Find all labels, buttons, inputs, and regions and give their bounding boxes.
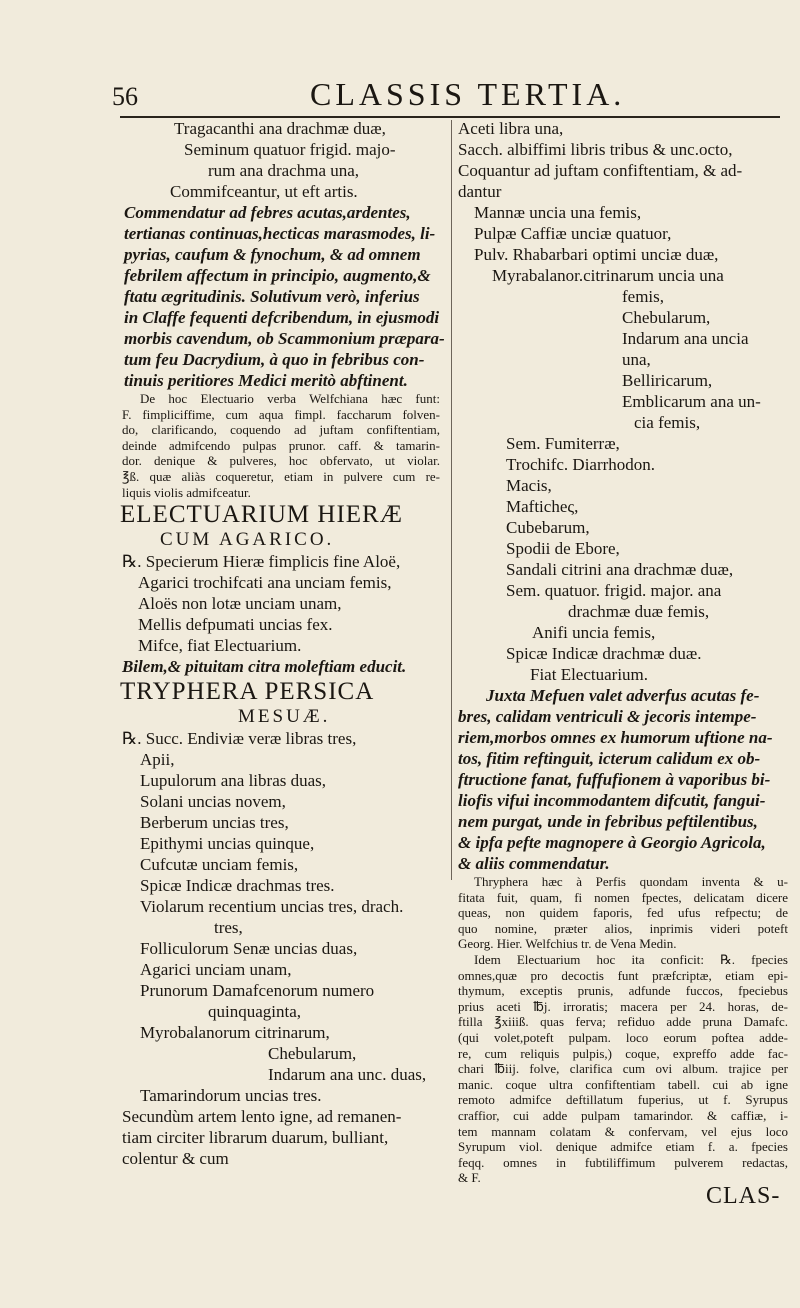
- right-column-line: Cubebarum,: [506, 518, 590, 537]
- left-column-line: in Claffe fequenti defcribendum, in ejusmodi: [124, 308, 440, 327]
- right-column-line: cia femis,: [634, 413, 701, 432]
- right-column-line: ftructione fanat, fuffufionem à vaporibus bi-: [458, 770, 771, 789]
- left-column-line: Secundùm artem lento igne, ad remanen-: [122, 1107, 402, 1127]
- right-column-line: thymum, exceptis prunis, adfunde fuccos, fpeciebus: [458, 983, 788, 999]
- left-column-line: tum feu Dacrydium, à quo in febribus con-: [124, 350, 425, 369]
- left-column-line: tertianas continuas,hecticas marasmodes, li-: [124, 224, 436, 243]
- right-column-line: remoto admifce deftillatum fuperius, ut f. Syrupus: [458, 1092, 788, 1108]
- page-header: [112, 72, 782, 112]
- right-column-line: quo nomine, præter alios, inprimis videri poteft: [458, 920, 788, 936]
- left-column-line: Prunorum Damafcenorum numero: [140, 981, 375, 1001]
- left-column-line: tres,: [214, 918, 243, 938]
- left-column-line: Mifce, fiat Electuarium.: [138, 636, 302, 656]
- right-column-line: Emblicarum ana un-: [622, 392, 761, 411]
- left-column-line: Aloës non lotæ unciam unam,: [138, 594, 342, 614]
- right-column-line: Sem. Fumiterræ,: [506, 434, 620, 453]
- left-column-line: Chebularum,: [268, 1044, 357, 1064]
- left-column-line: TRYPHERA PERSICA: [120, 678, 375, 706]
- right-column-line: Coquantur ad juftam confiftentiam, & ad-: [458, 161, 743, 180]
- right-column-line: tem mannam colatam & confervam, vel ejus loco: [458, 1123, 788, 1139]
- right-column-line: Pulpæ Caffiæ unciæ quatuor,: [474, 224, 672, 243]
- right-column-line: chari ℔iij. folve, clarifica cum ovi album. trajice per: [458, 1061, 788, 1077]
- right-column-line: Fiat Electuarium.: [530, 665, 649, 684]
- left-column-line: Myrobalanorum citrinarum,: [140, 1023, 330, 1043]
- right-column-line: queas, non quidem faporis, fed ufus refpectu; de: [458, 905, 788, 921]
- running-title: CLASSIS TERTIA.: [310, 76, 626, 112]
- right-column-line: Idem Electuarium hoc ita conficit: ℞. fpecies: [474, 951, 788, 967]
- left-column-line: Indarum ana unc. duas,: [268, 1065, 427, 1085]
- left-column-line: ℞. Succ. Endiviæ veræ libras tres,: [122, 729, 357, 749]
- right-column-line: Belliricarum,: [622, 371, 713, 390]
- right-column-line: Aceti libra una,: [458, 119, 564, 138]
- left-column-line: MESUÆ.: [238, 706, 331, 728]
- page-number: 56: [112, 82, 138, 111]
- left-column-line: Commendatur ad febres acutas,ardentes,: [124, 203, 411, 222]
- left-column-line: Commifceantur, ut eft artis.: [170, 182, 358, 201]
- left-column-line: liquis violis admifceatur.: [122, 484, 251, 500]
- right-column-line: Myrabalanor.citrinarum uncia una: [492, 266, 724, 285]
- right-column-line: Spicæ Indicæ drachmæ duæ.: [506, 644, 702, 663]
- left-column-line: ELECTUARIUM HIERÆ: [120, 501, 403, 529]
- left-column-line: deinde admifcendo pulpas prunor. caff. & tamarin-: [122, 437, 440, 453]
- left-column-line: Lupulorum ana libras duas,: [140, 771, 327, 791]
- left-column-line: Apii,: [140, 750, 175, 770]
- left-column-line: tiam circiter librarum duarum, bulliant,: [122, 1128, 389, 1148]
- left-column-line: Agarici unciam unam,: [140, 960, 292, 980]
- right-column-line: bres, calidam ventriculi & jecoris intempe-: [458, 707, 757, 726]
- left-column-line: febrilem affectum in principio, augmento,&: [124, 266, 431, 285]
- right-column-line: Thryphera hæc à Perfis quondam inventa & u-: [474, 874, 788, 889]
- left-column-line: Solani uncias novem,: [140, 792, 286, 812]
- left-column-line: tinuis peritiores Medici meritò abftinent.: [124, 371, 408, 390]
- right-column-line: drachmæ duæ femis,: [568, 602, 710, 621]
- right-column-line: (qui volet,poteft pulpam. loco eorum poftea adde-: [458, 1029, 788, 1045]
- left-column: [118, 118, 445, 1169]
- right-column-line: Sem. quatuor. frigid. major. ana: [506, 581, 722, 600]
- left-column-line: Cufcutæ unciam femis,: [140, 855, 299, 875]
- left-column-line: Bilem,& pituitam citra moleftiam educit.: [122, 657, 407, 677]
- right-column-line: una,: [622, 350, 651, 369]
- column-divider: [451, 120, 452, 880]
- left-column-line: Agarici trochifcati ana unciam femis,: [138, 573, 392, 593]
- right-column: [458, 118, 788, 1207]
- left-column-line: morbis cavendum, ob Scammonium præpara-: [124, 329, 445, 348]
- right-column-line: & aliis commendatur.: [458, 854, 610, 873]
- right-column-line: Sacch. albiffimi libris tribus & unc.octo,: [458, 140, 733, 159]
- right-column-line: re, cum reliquis pulpis,) coque, expreffo adde fac-: [458, 1045, 788, 1061]
- right-column-line: manic. coque ultra confiftentiam tabell. cui ab igne: [458, 1076, 788, 1092]
- right-column-line: Spodii de Ebore,: [506, 539, 620, 558]
- left-column-line: dor. denique & pulveres, hoc obfervato, ut violar.: [122, 453, 440, 469]
- right-column-line: Pulv. Rhabarbari optimi unciæ duæ,: [474, 245, 719, 264]
- left-column-line: colentur & cum: [122, 1149, 229, 1169]
- right-column-line: feqq. omnes in fubtiliffimum pulverem redactas,: [458, 1154, 788, 1170]
- right-column-line: Chebularum,: [622, 308, 711, 327]
- right-column-line: Anifi uncia femis,: [532, 623, 656, 642]
- right-column-line: Macis,: [506, 476, 552, 495]
- right-column-line: Trochifc. Diarrhodon.: [506, 455, 656, 474]
- right-column-line: Indarum ana uncia: [622, 329, 749, 348]
- left-column-line: F. fimpliciffime, cum aqua fimpl. faccharum folven-: [122, 406, 440, 422]
- right-column-line: riem,morbos omnes ex humorum uftione na-: [458, 728, 773, 747]
- left-column-line: quinquaginta,: [208, 1002, 302, 1022]
- right-column-line: craffior, cui adde pulpam tamarindor. & caffiæ, i-: [458, 1107, 788, 1123]
- left-column-line: Folliculorum Senæ uncias duas,: [140, 939, 358, 959]
- left-column-line: do, clarificando, coquendo ad juftam confiftentiam,: [122, 422, 440, 438]
- left-column-line: Tamarindorum uncias tres.: [140, 1086, 322, 1106]
- right-column-line: Georg. Hier. Welfchius tr. de Vena Medin.: [458, 936, 677, 952]
- left-column-line: Tragacanthi ana drachmæ duæ,: [174, 119, 386, 138]
- left-column-line: ftatu ægritudinis. Solutivum verò, inferius: [124, 287, 420, 306]
- right-column-line: & F.: [458, 1170, 481, 1186]
- right-column-line: liofis vifui incommodantem difcutit, fangui-: [458, 791, 766, 810]
- left-column-line: Spicæ Indicæ drachmas tres.: [140, 876, 335, 896]
- right-column-line: Mannæ uncia una femis,: [474, 203, 642, 222]
- left-column-line: CUM AGARICO.: [160, 529, 335, 551]
- right-column-line: Sandali citrini ana drachmæ duæ,: [506, 560, 734, 579]
- left-column-line: Violarum recentium uncias tres, drach.: [140, 897, 404, 917]
- left-column-line: rum ana drachma una,: [208, 161, 360, 180]
- right-column-line: omnes,quæ pro decoctis funt præfcriptæ, etiam epi-: [458, 967, 788, 983]
- right-column-line: CLAS-: [706, 1182, 781, 1209]
- left-column-line: ℞. Specierum Hieræ fimplicis fine Aloë,: [122, 552, 401, 572]
- left-column-line: Seminum quatuor frigid. majo-: [184, 140, 396, 159]
- right-column-line: Syrupum viol. denique admifce etiam f. a. fpecies: [458, 1139, 788, 1155]
- left-column-line: Mellis defpumati uncias fex.: [138, 615, 333, 635]
- left-column-line: pyrias, caufum & fynochum, & ad omnem: [124, 245, 421, 264]
- left-column-line: De hoc Electuario verba Welfchiana hæc funt:: [140, 391, 440, 406]
- right-column-line: tos, fitim reftinguit, icterum calidum ex ob-: [458, 749, 761, 768]
- right-column-line: prius aceti ℔j. irroratis; macera per 24. horas, de-: [458, 998, 788, 1014]
- right-column-line: nem purgat, unde in febribus peftilentibus,: [458, 812, 758, 831]
- left-column-line: Berberum uncias tres,: [140, 813, 289, 833]
- right-column-line: Mafticheς,: [506, 497, 579, 516]
- left-column-line: Epithymi uncias quinque,: [140, 834, 315, 854]
- right-column-line: dantur: [458, 182, 502, 201]
- right-column-line: Juxta Mefuen valet adverfus acutas fe-: [486, 686, 760, 705]
- right-column-line: fitata fuit, quam, fi nomen fpectes, delicatam dicere: [458, 889, 788, 905]
- right-column-line: ftilla ℥xiiiß. quas ferva; refiduo adde pruna Damafc.: [458, 1014, 788, 1030]
- right-column-line: femis,: [622, 287, 665, 306]
- left-column-line: ℥ß. quæ aliàs coqueretur, etiam in pulvere cum re-: [122, 468, 440, 484]
- right-column-line: & ipfa pefte magnopere à Georgio Agricola,: [458, 833, 766, 852]
